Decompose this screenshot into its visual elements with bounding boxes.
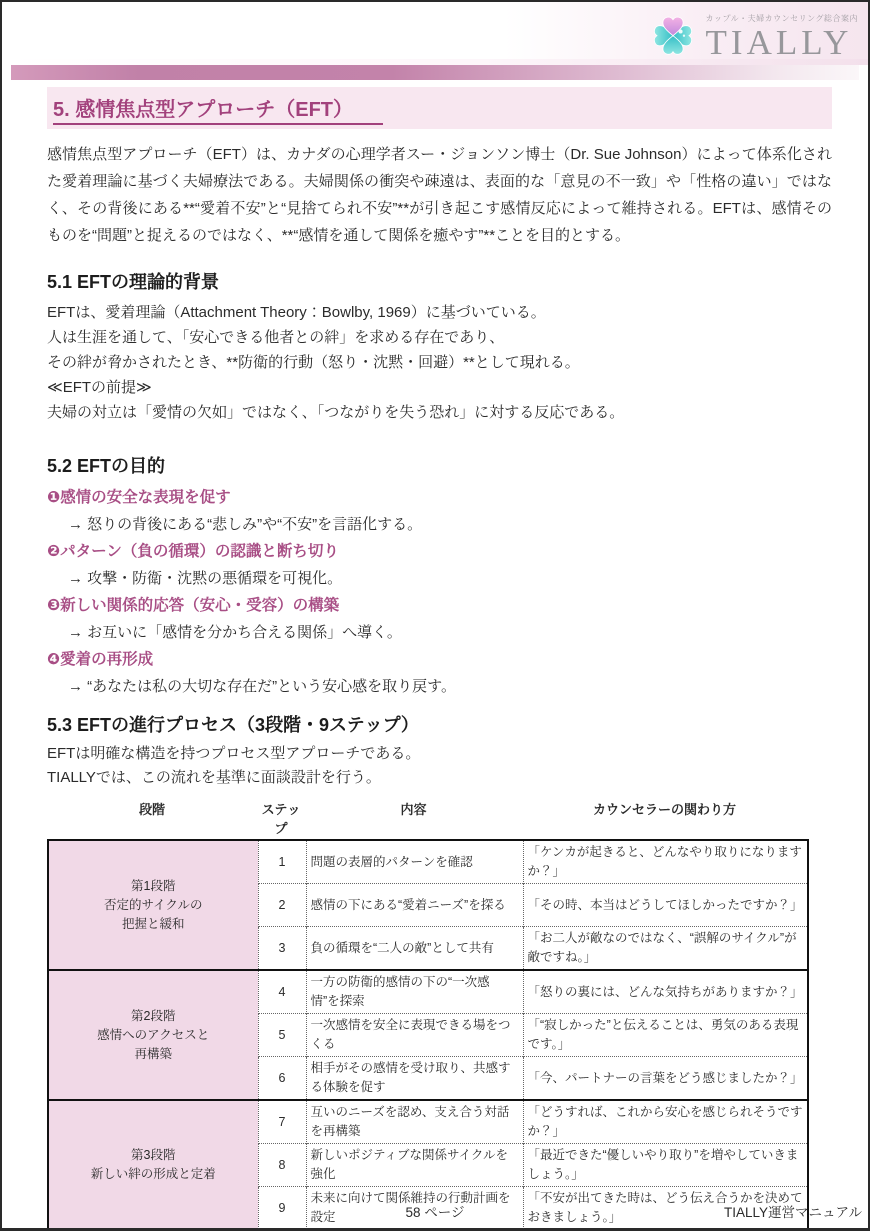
page-content: [2, 80, 868, 1231]
objective-detail: → お互いに「感情を分かち合える関係」へ導く。: [68, 624, 402, 641]
stage-line: 否定的サイクルの: [103, 897, 203, 912]
step-number: 1: [258, 840, 306, 884]
stage-cell: [48, 840, 258, 970]
column-header-content: 内容: [400, 802, 427, 817]
table-row: [48, 1100, 808, 1144]
objective-title: ❶感情の安全な表現を促す: [47, 489, 231, 506]
text-line: EFTは、愛着理論（Attachment Theory：Bowlby, 1969）に基づいている。: [47, 304, 546, 321]
objective-title: ❸新しい関係的応答（安心・受容）の構築: [47, 597, 340, 614]
column-header-stage: 段階: [138, 802, 165, 817]
heading-5-2: 5.2 EFTの目的: [47, 456, 166, 476]
column-header-counselor: カウンセラーの関わり方: [592, 802, 736, 817]
stage-group-1: [48, 840, 808, 970]
step-content: 一次感情を安全に表現できる場をつくる: [306, 1014, 523, 1057]
step-number: 5: [258, 1014, 306, 1057]
text-line: その絆が脅かされたとき、**防衛的行動（怒り・沈黙・回避）**として現れる。: [47, 354, 580, 371]
page-number: 58 ページ: [405, 1205, 465, 1220]
step-number: 6: [258, 1057, 306, 1101]
counselor-quote: 「お二人が敵なのではなく、“誤解のサイクル”が敵ですね。」: [523, 927, 808, 971]
objective-title: ❷パターン（負の循環）の認識と断ち切り: [47, 543, 339, 560]
step-number: 2: [258, 884, 306, 927]
step-number: 8: [258, 1144, 306, 1187]
objectives-list: [47, 484, 828, 700]
intro-paragraph: 感情焦点型アプローチ（EFT）は、カナダの心理学者スー・ジョンソン博士（Dr. Sue Johnson）によって体系化された愛着理論に基づく夫婦療法である。夫婦関係の衝突や疎遠は、表面的な「意見の不一致」や「性格の違い」ではなく、その背後にある**“愛着不安”と“見捨てられ不安”**が引き起こす感情反応によって維持される。EFTは、感情そのものを“問題”と捉えるのではなく、**“感情を通して関係を癒やす”**ことを目的とする。: [47, 146, 832, 244]
stage-group-2: [48, 970, 808, 1100]
step-content: 新しいポジティブな関係サイクルを強化: [306, 1144, 523, 1187]
clover-icon: [646, 7, 700, 66]
table-row: [48, 970, 808, 1014]
step-content: 相手がその感情を受け取り、共感する体験を促す: [306, 1057, 523, 1101]
stage-line: 感情へのアクセスと: [97, 1027, 210, 1042]
section-title-bar: [47, 87, 832, 129]
step-content: 一方の防衛的感情の下の“一次感情”を探索: [306, 970, 523, 1014]
column-header-step: ステップ: [261, 802, 301, 836]
step-content: 未来に向けて関係維持の行動計画を設定: [306, 1187, 523, 1231]
stage-line: 第2段階: [131, 1008, 176, 1023]
logo-brand: TIALLY: [705, 22, 853, 62]
section-5-1-body: [47, 300, 828, 425]
step-number: 9: [258, 1187, 306, 1231]
objective-detail: → “あなたは私の大切な存在だ”という安心感を取り戻す。: [68, 678, 456, 695]
table-header-row: [47, 799, 807, 837]
text-line: 人は生涯を通して、「安心できる他者との絆」を求める存在であり、: [47, 329, 505, 346]
text-line: EFTは明確な構造を持つプロセス型アプローチである。: [47, 745, 421, 762]
text-line: 夫婦の対立は「愛情の欠如」ではなく、「つながりを失う恐れ」に対する反応である。: [47, 404, 625, 421]
step-content: 問題の表層的パターンを確認: [306, 840, 523, 884]
text-line: ≪EFTの前提≫: [47, 379, 152, 396]
step-content: 負の循環を“二人の敵”として共有: [306, 927, 523, 971]
stage-line: 第3段階: [131, 1148, 176, 1162]
eft-process-table: [47, 839, 809, 1231]
section-title: 5. 感情焦点型アプローチ（EFT）: [53, 99, 383, 125]
stage-cell: [48, 970, 258, 1100]
heading-5-3: 5.3 EFTの進行プロセス（3段階・9ステップ）: [47, 715, 419, 735]
counselor-quote: 「最近できた“優しいやり取り”を増やしていきましょう。」: [523, 1144, 808, 1187]
objective-title: ❹愛着の再形成: [47, 651, 154, 668]
logo-tagline: カップル・夫婦カウンセリング総合案内: [705, 13, 858, 23]
step-number: 4: [258, 970, 306, 1014]
counselor-quote: 「どうすれば、これから安心を感じられそうですか？」: [523, 1100, 808, 1144]
text-line: TIALLYでは、この流れを基準に面談設計を行う。: [47, 769, 381, 786]
header-gradient-bar: [11, 65, 859, 80]
counselor-quote: 「ケンカが起きると、どんなやり取りになりますか？」: [523, 840, 808, 884]
step-content: 互いのニーズを認め、支え合う対話を再構築: [306, 1100, 523, 1144]
stage-line: 再構築: [134, 1046, 172, 1061]
page-footer: [2, 1201, 868, 1221]
process-table-section: [47, 799, 828, 1231]
heading-5-1: 5.1 EFTの理論的背景: [47, 272, 220, 292]
objective-detail: → 怒りの背後にある“悲しみ”や“不安”を言語化する。: [68, 516, 423, 533]
counselor-quote: 「その時、本当はどうしてほしかったですか？」: [523, 884, 808, 927]
page-header: [2, 2, 868, 62]
tially-logo: [646, 7, 858, 66]
objective-detail: → 攻撃・防衛・沈黙の悪循環を可視化。: [68, 570, 343, 587]
stage-line: 把握と緩和: [121, 916, 185, 931]
counselor-quote: 「“寂しかった”と伝えることは、勇気のある表現です。」: [523, 1014, 808, 1057]
counselor-quote: 「今、パートナーの言葉をどう感じましたか？」: [523, 1057, 808, 1101]
counselor-quote: 「不安が出てきた時は、どう伝え合うかを決めておきましょう。」: [523, 1187, 808, 1231]
step-content: 感情の下にある“愛着ニーズ”を探る: [306, 884, 523, 927]
step-number: 3: [258, 927, 306, 971]
section-5-3-body: [47, 742, 828, 790]
step-number: 7: [258, 1100, 306, 1144]
stage-line: 新しい絆の形成と定着: [90, 1167, 216, 1181]
counselor-quote: 「怒りの裏には、どんな気持ちがありますか？」: [523, 970, 808, 1014]
stage-line: 第1段階: [131, 878, 176, 893]
table-row: [48, 840, 808, 884]
manual-title: TIALLY運営マニュアル: [724, 1205, 862, 1220]
